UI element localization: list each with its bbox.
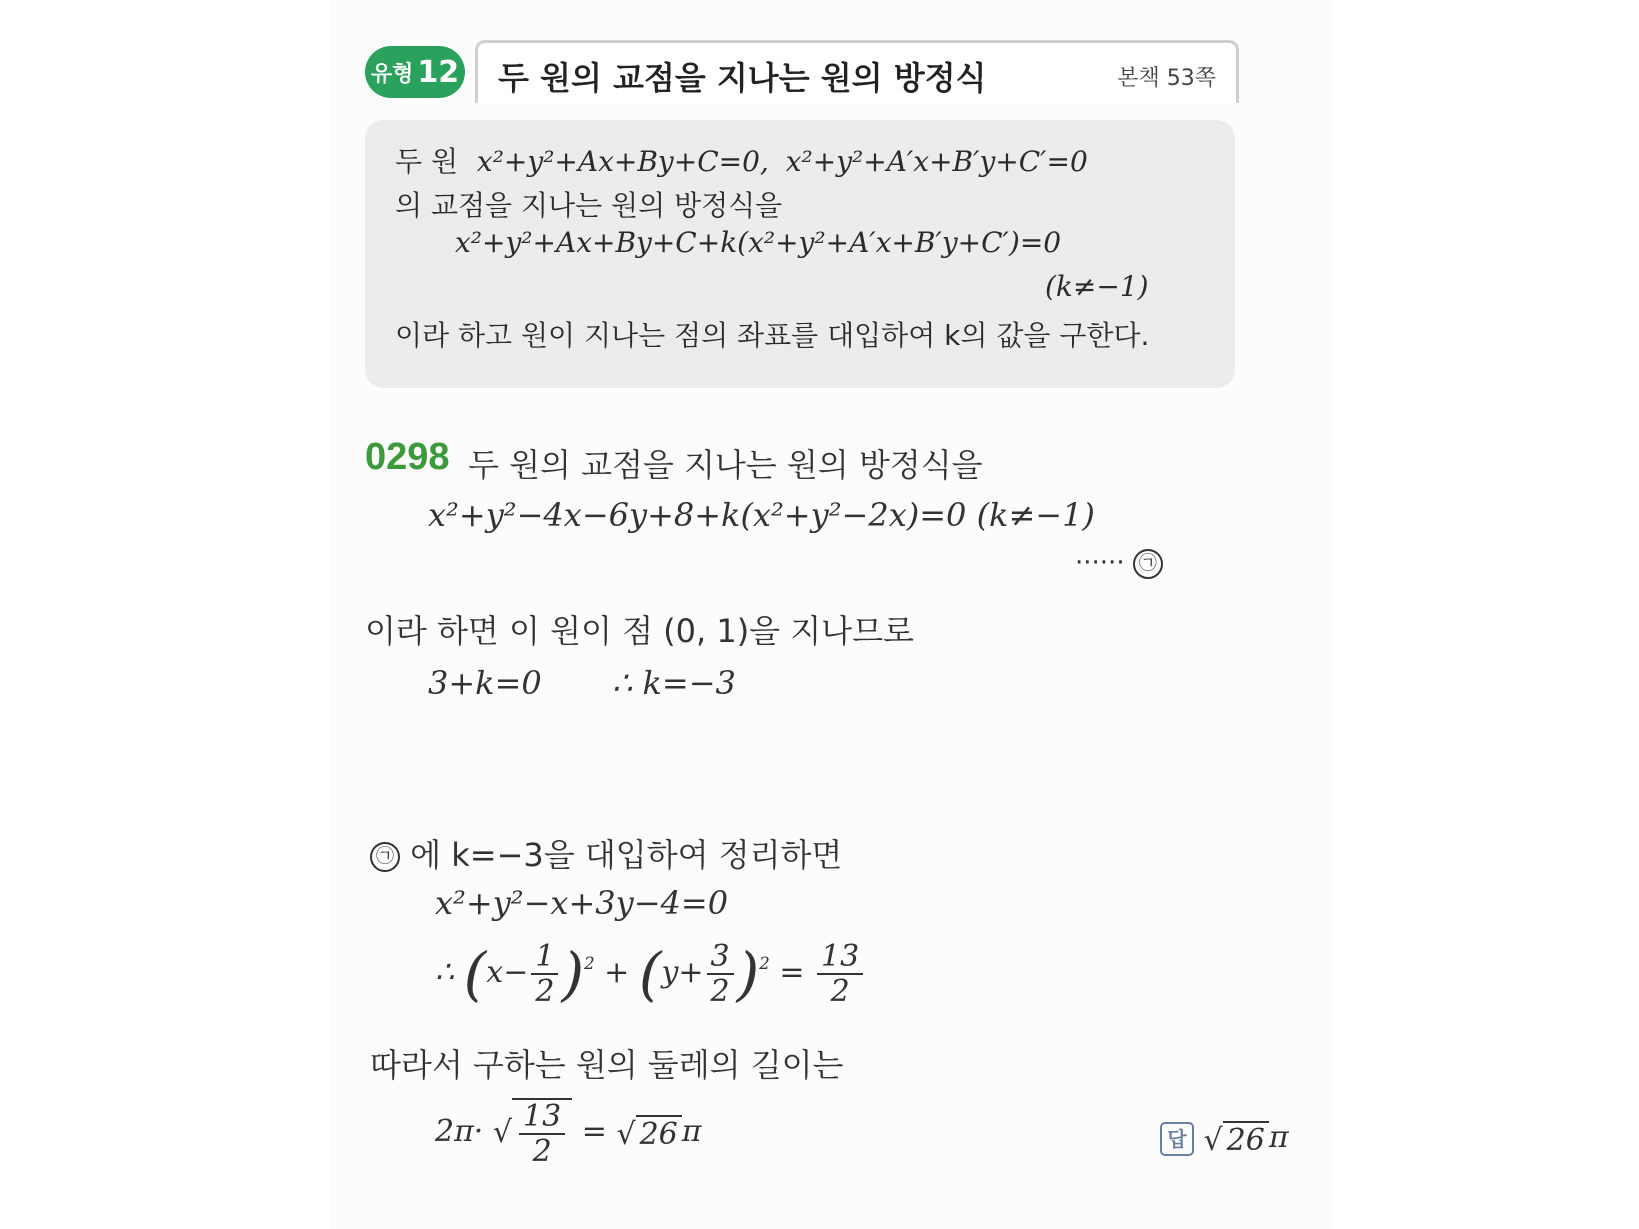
- eq5-pi: π: [681, 1114, 702, 1149]
- tag-circle-giyeok: ㉠: [1133, 549, 1163, 579]
- tag-dots: ······: [1075, 548, 1125, 578]
- concept-line-5: 이라 하고 원이 지나는 점의 좌표를 대입하여 k의 값을 구한다.: [395, 319, 1150, 352]
- equation-3: x²+y²−x+3y−4=0: [435, 884, 729, 922]
- eq5-equals: =: [581, 1114, 607, 1149]
- title-box: [475, 40, 1239, 103]
- answer-icon: 답: [1160, 1122, 1194, 1156]
- eq4-x: x−: [486, 955, 529, 990]
- eq4-y: y+: [661, 955, 704, 990]
- equation-4: ∴ (x− $\frac{1}{2}$ )$^2$ + (y+ $\frac{3}{2}$ )$^2$ = $\frac{13}{2}$: [435, 940, 866, 1008]
- answer-sqrt: √ 26: [1204, 1121, 1269, 1158]
- circumference-line: 따라서 구하는 원의 둘레의 길이는: [370, 1046, 844, 1084]
- problem-number: 0298: [365, 436, 450, 478]
- concept-eq2: x²+y²+A′x+B′y+C′=0: [785, 145, 1088, 178]
- answer-pi: π: [1268, 1120, 1289, 1155]
- equation-5: [435, 1098, 701, 1168]
- type-badge-label: 유형: [370, 61, 414, 87]
- eq4-equals: =: [779, 955, 805, 990]
- concept-box: [365, 120, 1235, 388]
- eq4-plus: +: [604, 955, 630, 990]
- fraction-13-2: $\frac{13}{2}$: [817, 940, 863, 1008]
- concept-eq3: x²+y²+Ax+By+C+k(x²+y²+A′x+B′y+C′)=0: [455, 226, 1062, 259]
- equation-2-right: ∴ k=−3: [612, 664, 736, 702]
- equation-2-left: 3+k=0: [428, 664, 542, 702]
- page-reference: 본책 53쪽: [1117, 66, 1216, 91]
- equation-1-tag: [1075, 548, 1163, 579]
- eq5-left: 2π·: [435, 1114, 484, 1149]
- concept-line-2: 의 교점을 지나는 원의 방정식을: [395, 189, 783, 222]
- substitute-line: [370, 830, 842, 876]
- fraction-3-2: $\frac{3}{2}$: [707, 940, 734, 1008]
- fraction-1-2: $\frac{1}{2}$: [531, 940, 558, 1008]
- section-title: 두 원의 교점을 지나는 원의 방정식: [498, 59, 987, 97]
- section-header: [365, 40, 1235, 102]
- type-badge-number: 12: [417, 54, 460, 90]
- answer: [1160, 1120, 1289, 1158]
- concept-eq1: x²+y²+Ax+By+C=0,: [476, 145, 769, 178]
- concept-line-1: [395, 140, 1088, 180]
- sqrt-26: √ 26: [616, 1115, 681, 1152]
- type-badge: [365, 46, 465, 98]
- pass-through-line: 이라 하면 이 원이 점 (0, 1)을 지나므로: [365, 612, 914, 650]
- concept-line1-prefix: 두 원: [395, 145, 458, 178]
- substitute-text: 에 k=−3을 대입하여 정리하면: [410, 836, 843, 874]
- therefore-symbol: ∴: [435, 955, 455, 990]
- tag-circle-giyeok-ref: ㉠: [370, 842, 400, 872]
- equation-1: x²+y²−4x−6y+8+k(x²+y²−2x)=0 (k≠−1): [428, 496, 1095, 534]
- problem-intro: 두 원의 교점을 지나는 원의 방정식을: [468, 446, 983, 484]
- concept-condition: (k≠−1): [1045, 270, 1149, 303]
- sqrt-13-over-2: √ $\frac{13}{2}$: [493, 1098, 572, 1168]
